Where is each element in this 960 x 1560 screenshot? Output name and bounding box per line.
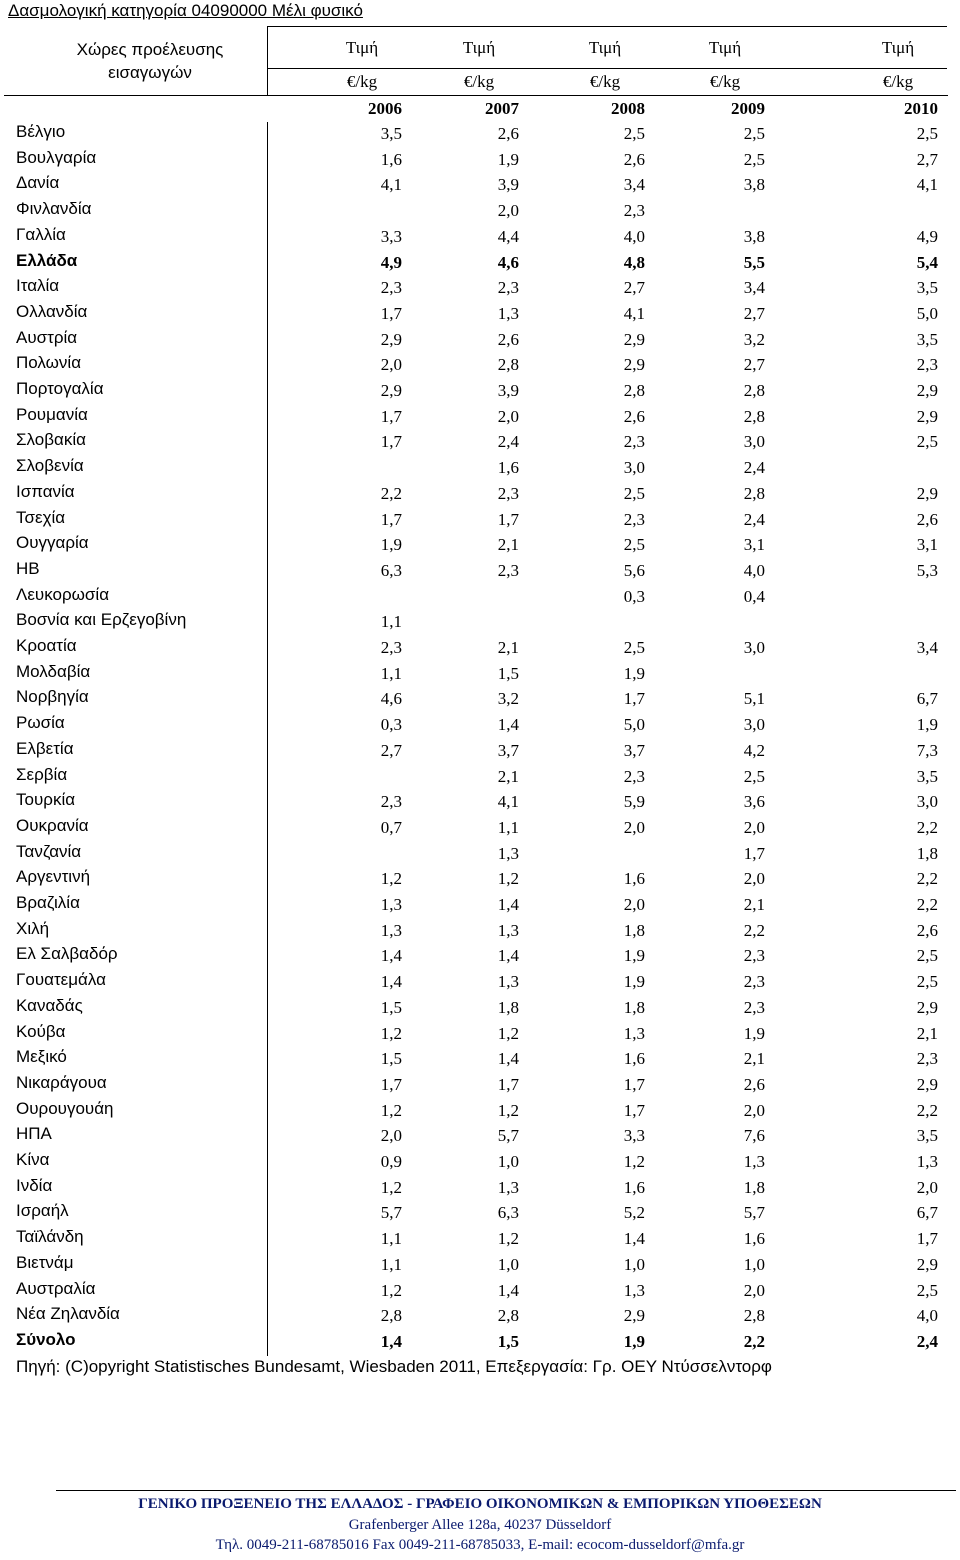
country-name: Λευκορωσία (16, 584, 110, 604)
source-note: Πηγή: (C)opyright Statistisches Bundesamt, Wiesbaden 2011, Επεξεργασία: Γρ. ΟΕΥ Ντύσσελντορφ (16, 1357, 772, 1376)
price-cell: 4,6 (497, 252, 519, 272)
price-cell: 2,2 (743, 1331, 765, 1351)
price-cell: 5,5 (743, 252, 765, 272)
country-name: Ρουμανία (16, 404, 88, 424)
year-header: 2010 (904, 99, 938, 118)
price-cell: 3,0 (916, 792, 938, 812)
price-cell: 3,8 (743, 175, 765, 195)
price-cell: 2,8 (380, 1306, 402, 1326)
price-cell: 0,4 (743, 586, 765, 606)
price-cell: 2,8 (623, 381, 645, 400)
price-cell: 2,5 (743, 124, 765, 143)
price-header: Τιμή (881, 38, 915, 57)
price-cell: 3,5 (916, 329, 938, 349)
country-name: Δανία (16, 173, 60, 193)
price-cell: 1,3 (497, 1177, 519, 1197)
price-cell: 1,4 (380, 1331, 402, 1351)
price-cell: 1,9 (623, 663, 645, 683)
price-cell: 2,3 (380, 638, 402, 657)
price-cell: 3,2 (497, 689, 519, 709)
price-cell: 1,4 (623, 1229, 645, 1249)
price-cell: 1,7 (380, 509, 402, 529)
price-cell: 2,5 (916, 1280, 938, 1300)
price-cell: 1,6 (497, 458, 519, 478)
price-cell: 5,0 (916, 303, 938, 323)
price-cell: 0,3 (623, 586, 645, 606)
price-cell: 2,5 (916, 972, 938, 992)
country-name: Κούβα (16, 1021, 66, 1041)
price-cell: 1,9 (916, 715, 938, 735)
country-name: Μεξικό (16, 1047, 67, 1067)
price-cell: 1,7 (380, 432, 402, 452)
document-title: Δασμολογική κατηγορία 04090000 Μέλι φυσικό (8, 1, 363, 20)
price-cell: 3,4 (916, 638, 938, 657)
country-name: Σύνολο (16, 1329, 76, 1349)
price-cell: 2,3 (743, 972, 765, 992)
price-cell: 2,8 (743, 406, 765, 426)
price-cell: 1,3 (497, 303, 519, 323)
year-header: 2008 (611, 99, 645, 118)
price-cell: 2,2 (916, 895, 938, 914)
price-cell: 1,2 (380, 1100, 402, 1120)
price-cell: 2,9 (623, 355, 645, 375)
price-cell: 1,4 (497, 715, 519, 735)
price-cell: 2,3 (380, 792, 402, 812)
price-cell: 1,6 (380, 149, 402, 169)
price-cell: 2,9 (916, 997, 938, 1017)
unit-header: €/kg (589, 72, 621, 91)
price-cell: 2,3 (916, 355, 938, 375)
price-cell: 1,1 (380, 1254, 402, 1274)
price-cell: 6,7 (916, 689, 938, 709)
price-cell: 1,7 (380, 303, 402, 323)
price-cell: 2,9 (916, 406, 938, 426)
header-bottom-rule (4, 95, 948, 96)
price-cell: 0,9 (380, 1152, 402, 1171)
price-cell: 2,6 (916, 509, 938, 529)
price-cell: 1,0 (497, 1254, 519, 1274)
price-cell: 2,3 (743, 997, 765, 1017)
country-name: Τουρκία (16, 790, 76, 810)
price-cell: 1,2 (623, 1152, 645, 1171)
price-cell: 2,3 (623, 432, 645, 452)
price-cell: 2,3 (623, 766, 645, 786)
price-cell: 1,4 (497, 946, 519, 966)
price-cell: 2,8 (743, 381, 765, 400)
price-cell: 2,4 (916, 1331, 938, 1351)
price-cell: 1,9 (623, 946, 645, 966)
price-cell: 5,2 (623, 1203, 645, 1223)
country-name: Μολδαβία (16, 661, 91, 681)
country-column-header: Χώρες προέλευσης εισαγωγών (76, 40, 224, 82)
unit-header: €/kg (346, 72, 378, 91)
body-vertical-rule (267, 122, 268, 1356)
price-cell: 3,5 (916, 766, 938, 786)
price-cell: 2,3 (497, 278, 519, 298)
price-cell: 4,1 (380, 175, 402, 195)
country-name: Τσεχία (16, 507, 66, 527)
price-cell: 5,9 (623, 792, 645, 812)
price-cell: 6,3 (497, 1203, 519, 1223)
price-cell: 2,4 (743, 458, 765, 478)
price-cell: 2,3 (916, 1049, 938, 1069)
price-cell: 1,1 (380, 612, 402, 632)
price-cell: 2,6 (623, 149, 645, 169)
price-cell: 1,8 (497, 997, 519, 1017)
price-cell: 1,0 (623, 1254, 645, 1274)
price-cell: 2,6 (497, 329, 519, 349)
price-cell: 2,9 (380, 381, 402, 400)
price-cell: 3,1 (916, 535, 938, 555)
price-cell: 2,3 (623, 509, 645, 529)
country-name: Γαλλία (16, 224, 66, 244)
price-cell: 1,3 (916, 1152, 938, 1171)
unit-header: €/kg (463, 72, 495, 91)
price-cell: 1,6 (743, 1229, 765, 1249)
price-cell: 1,3 (623, 1023, 645, 1043)
price-cell: 1,8 (916, 843, 938, 863)
price-cell: 2,4 (743, 509, 765, 529)
price-cell: 3,1 (743, 535, 765, 555)
price-cell: 2,0 (380, 1126, 402, 1146)
price-cell: 3,8 (743, 226, 765, 246)
price-cell: 2,7 (743, 355, 765, 375)
price-cell: 3,3 (380, 226, 402, 246)
price-cell: 1,5 (497, 663, 519, 683)
country-name: Γουατεμάλα (16, 970, 106, 990)
price-cell: 5,4 (916, 252, 938, 272)
country-name: Ουρουγουάη (16, 1098, 114, 1118)
price-cell: 1,1 (380, 1229, 402, 1249)
price-cell: 5,7 (743, 1203, 765, 1223)
country-name: Αργεντινή (16, 867, 91, 887)
price-cell: 2,2 (916, 1100, 938, 1120)
price-cell: 1,3 (497, 972, 519, 992)
country-name: Τανζανία (16, 841, 82, 861)
price-cell: 2,2 (380, 483, 402, 503)
price-cell: 2,9 (623, 329, 645, 349)
price-cell: 1,3 (743, 1152, 765, 1171)
price-cell: 1,7 (743, 843, 765, 863)
price-cell: 1,2 (380, 869, 402, 889)
price-cell: 1,3 (497, 843, 519, 863)
price-cell: 2,7 (380, 740, 402, 760)
country-name: Καναδάς (16, 995, 83, 1015)
price-cell: 4,4 (497, 226, 519, 246)
country-name: Αυστραλία (16, 1278, 96, 1298)
price-cell: 2,1 (497, 766, 519, 786)
unit-header: €/kg (709, 72, 741, 91)
country-name: Βουλγαρία (16, 147, 97, 167)
year-header: 2009 (731, 99, 765, 118)
price-cell: 2,3 (497, 483, 519, 503)
price-cell: 1,7 (497, 1074, 519, 1094)
price-cell: 4,0 (743, 560, 765, 580)
price-cell: 2,0 (743, 1100, 765, 1120)
country-name: Κίνα (16, 1150, 50, 1169)
header-vertical-rule (267, 26, 268, 95)
price-cell: 2,9 (916, 1074, 938, 1094)
price-cell: 1,5 (380, 997, 402, 1017)
country-name: Βέλγιο (16, 122, 66, 141)
country-name: Βοσνία και Ερζεγοβίνη (16, 610, 187, 630)
price-cell: 1,6 (623, 869, 645, 889)
price-cell: 3,2 (743, 329, 765, 349)
price-cell: 2,0 (623, 817, 645, 837)
country-name: Σλοβακία (16, 430, 86, 450)
country-name: Νορβηγία (16, 687, 89, 707)
price-cell: 0,3 (380, 715, 402, 735)
header-top-rule (267, 26, 947, 27)
country-name: Χιλή (16, 918, 50, 938)
country-name: Νικαράγουα (16, 1072, 107, 1092)
price-cell: 3,7 (497, 740, 519, 760)
country-name: Πορτογαλία (16, 379, 104, 398)
price-cell: 2,9 (916, 483, 938, 503)
year-header: 2007 (485, 99, 519, 118)
price-cell: 1,5 (497, 1331, 519, 1351)
price-cell: 1,6 (623, 1177, 645, 1197)
price-cell: 2,6 (743, 1074, 765, 1094)
price-cell: 2,0 (380, 355, 402, 375)
price-cell: 3,3 (623, 1126, 645, 1146)
price-cell: 2,5 (743, 149, 765, 169)
price-cell: 3,9 (497, 175, 519, 195)
price-cell: 7,6 (743, 1126, 765, 1146)
price-cell: 5,1 (743, 689, 765, 709)
price-cell: 4,8 (623, 252, 645, 272)
price-cell: 1,2 (380, 1280, 402, 1300)
price-cell: 1,3 (623, 1280, 645, 1300)
price-header: Τιμή (462, 38, 496, 57)
country-name: Ελλάδα (16, 250, 78, 270)
price-header: Τιμή (708, 38, 742, 57)
price-cell: 1,3 (497, 920, 519, 940)
price-cell: 7,3 (916, 740, 938, 760)
price-cell: 1,7 (380, 1074, 402, 1094)
price-cell: 2,6 (497, 124, 519, 143)
country-name: Σλοβενία (16, 456, 84, 476)
price-cell: 1,0 (497, 1152, 519, 1171)
price-cell: 2,0 (497, 201, 519, 221)
price-cell: 2,6 (916, 920, 938, 940)
price-cell: 4,2 (743, 740, 765, 760)
price-cell: 2,2 (916, 817, 938, 837)
country-name: Ουγγαρία (16, 533, 89, 553)
country-name: Ιταλία (16, 276, 60, 296)
price-cell: 2,3 (497, 560, 519, 580)
price-cell: 2,0 (743, 1280, 765, 1300)
price-cell: 1,2 (497, 1100, 519, 1120)
price-cell: 1,7 (916, 1229, 938, 1249)
price-header: Τιμή (588, 38, 622, 57)
price-cell: 2,2 (743, 920, 765, 940)
price-cell: 1,4 (497, 895, 519, 914)
price-cell: 2,5 (623, 638, 645, 657)
price-cell: 4,1 (497, 792, 519, 812)
price-cell: 1,0 (743, 1254, 765, 1274)
price-cell: 2,5 (916, 124, 938, 143)
price-cell: 1,9 (623, 1331, 645, 1351)
country-name: ΗΒ (16, 558, 40, 578)
price-cell: 2,8 (743, 483, 765, 503)
price-cell: 3,5 (380, 124, 402, 143)
price-cell: 2,9 (916, 1254, 938, 1274)
country-name: Ολλανδία (16, 301, 88, 321)
price-cell: 2,1 (916, 1023, 938, 1043)
price-cell: 1,7 (623, 1074, 645, 1094)
price-cell: 2,0 (623, 895, 645, 914)
price-cell: 1,6 (623, 1049, 645, 1069)
price-cell: 1,7 (623, 689, 645, 709)
price-cell: 1,2 (380, 1023, 402, 1043)
country-name: Ινδία (16, 1175, 53, 1195)
price-cell: 5,7 (497, 1126, 519, 1146)
price-cell: 6,3 (380, 560, 402, 580)
price-cell: 4,0 (916, 1306, 938, 1326)
price-cell: 4,0 (623, 226, 645, 246)
price-cell: 3,6 (743, 792, 765, 812)
header-mid-rule (267, 68, 947, 69)
price-cell: 2,7 (623, 278, 645, 298)
price-cell: 2,9 (623, 1306, 645, 1326)
country-name: Αυστρία (16, 327, 78, 347)
price-cell: 2,3 (743, 946, 765, 966)
price-cell: 3,5 (916, 278, 938, 298)
price-cell: 2,5 (623, 483, 645, 503)
price-cell: 3,9 (497, 381, 519, 400)
price-cell: 2,8 (497, 355, 519, 375)
price-cell: 1,8 (623, 997, 645, 1017)
price-cell: 2,3 (623, 201, 645, 221)
price-cell: 4,9 (916, 226, 938, 246)
country-name: Ελβετία (16, 738, 74, 758)
country-name: Πολωνία (16, 353, 82, 373)
price-cell: 2,7 (743, 303, 765, 323)
country-name: ΗΠΑ (16, 1124, 52, 1144)
country-name: Ισραήλ (16, 1201, 69, 1221)
price-cell: 2,5 (916, 946, 938, 966)
country-name: Σερβία (16, 764, 68, 784)
price-cell: 2,5 (623, 124, 645, 143)
price-cell: 1,7 (623, 1100, 645, 1120)
price-cell: 2,5 (916, 432, 938, 452)
price-cell: 5,6 (623, 560, 645, 580)
country-name: Βιετνάμ (16, 1252, 74, 1272)
price-cell: 1,8 (623, 920, 645, 940)
price-cell: 2,5 (743, 766, 765, 786)
price-cell: 3,0 (743, 715, 765, 735)
price-cell: 4,6 (380, 689, 402, 709)
price-cell: 1,3 (380, 920, 402, 940)
price-cell: 2,2 (916, 869, 938, 889)
price-cell: 1,9 (623, 972, 645, 992)
footer-rule (56, 1490, 956, 1491)
price-cell: 1,4 (380, 946, 402, 966)
price-cell: 3,5 (916, 1126, 938, 1146)
price-header: Τιμή (345, 38, 379, 57)
footer-address: Grafenberger Allee 128a, 40237 Düsseldorf (348, 1517, 612, 1533)
price-cell: 1,9 (497, 149, 519, 169)
price-cell: 2,5 (623, 535, 645, 555)
country-name: Κροατία (16, 636, 77, 655)
price-cell: 4,9 (380, 252, 402, 272)
price-cell: 2,0 (497, 406, 519, 426)
price-cell: 2,0 (743, 869, 765, 889)
price-cell: 1,7 (497, 509, 519, 529)
price-cell: 6,7 (916, 1203, 938, 1223)
country-name: Βραζιλία (16, 893, 80, 912)
price-cell: 2,1 (743, 895, 765, 914)
price-cell: 5,7 (380, 1203, 402, 1223)
price-cell: 3,0 (623, 458, 645, 478)
price-cell: 1,4 (497, 1049, 519, 1069)
price-cell: 2,9 (916, 381, 938, 400)
country-name: Ταϊλάνδη (16, 1227, 84, 1247)
country-name: Ουκρανία (16, 815, 89, 835)
footer-contact: Τηλ. 0049-211-68785016 Fax 0049-211-68785033, E-mail: ecocom-dusseldorf@mfa.gr (215, 1537, 745, 1553)
price-cell: 3,4 (623, 175, 645, 195)
price-cell: 3,4 (743, 278, 765, 298)
price-cell: 1,2 (380, 1177, 402, 1197)
country-name: Νέα Ζηλανδία (16, 1304, 120, 1324)
price-cell: 2,3 (380, 278, 402, 298)
price-cell: 2,8 (497, 1306, 519, 1326)
price-cell: 1,1 (380, 663, 402, 683)
price-cell: 1,4 (497, 1280, 519, 1300)
country-name: Φινλανδία (16, 199, 92, 219)
price-cell: 2,9 (380, 329, 402, 349)
price-cell: 1,1 (497, 817, 519, 837)
price-cell: 1,8 (743, 1177, 765, 1197)
price-cell: 1,2 (497, 869, 519, 889)
price-cell: 1,7 (380, 406, 402, 426)
country-name: Ελ Σαλβαδόρ (16, 944, 118, 964)
price-cell: 4,1 (623, 303, 645, 323)
price-cell: 2,7 (916, 149, 938, 169)
price-cell: 1,2 (497, 1023, 519, 1043)
price-cell: 5,3 (916, 560, 938, 580)
unit-header: €/kg (882, 72, 914, 91)
price-cell: 1,5 (380, 1049, 402, 1069)
price-cell: 1,9 (380, 535, 402, 555)
country-name: Ισπανία (16, 481, 75, 501)
price-cell: 2,0 (743, 817, 765, 837)
price-cell: 2,8 (743, 1306, 765, 1326)
price-cell: 2,0 (916, 1177, 938, 1197)
price-cell: 1,9 (743, 1023, 765, 1043)
price-cell: 3,7 (623, 740, 645, 760)
price-cell: 4,1 (916, 175, 938, 195)
price-cell: 1,4 (380, 972, 402, 992)
year-header: 2006 (368, 99, 402, 118)
price-cell: 1,3 (380, 895, 402, 914)
price-cell: 0,7 (380, 817, 402, 837)
price-cell: 3,0 (743, 638, 765, 657)
price-cell: 5,0 (623, 715, 645, 735)
price-cell: 2,1 (743, 1049, 765, 1069)
price-cell: 3,0 (743, 432, 765, 452)
price-cell: 2,1 (497, 638, 519, 657)
footer-organization: ΓΕΝΙΚΟ ΠΡΟΞΕΝΕΙΟ ΤΗΣ ΕΛΛΑΔΟΣ - ΓΡΑΦΕΙΟ ΟΙΚΟΝΟΜΙΚΩΝ & ΕΜΠΟΡΙΚΩΝ ΥΠΟΘΕΣΕΩΝ (138, 1496, 822, 1512)
price-cell: 1,2 (497, 1229, 519, 1249)
price-cell: 2,1 (497, 535, 519, 555)
price-cell: 2,6 (623, 406, 645, 426)
country-name: Ρωσία (16, 713, 65, 733)
price-cell: 2,4 (497, 432, 519, 452)
